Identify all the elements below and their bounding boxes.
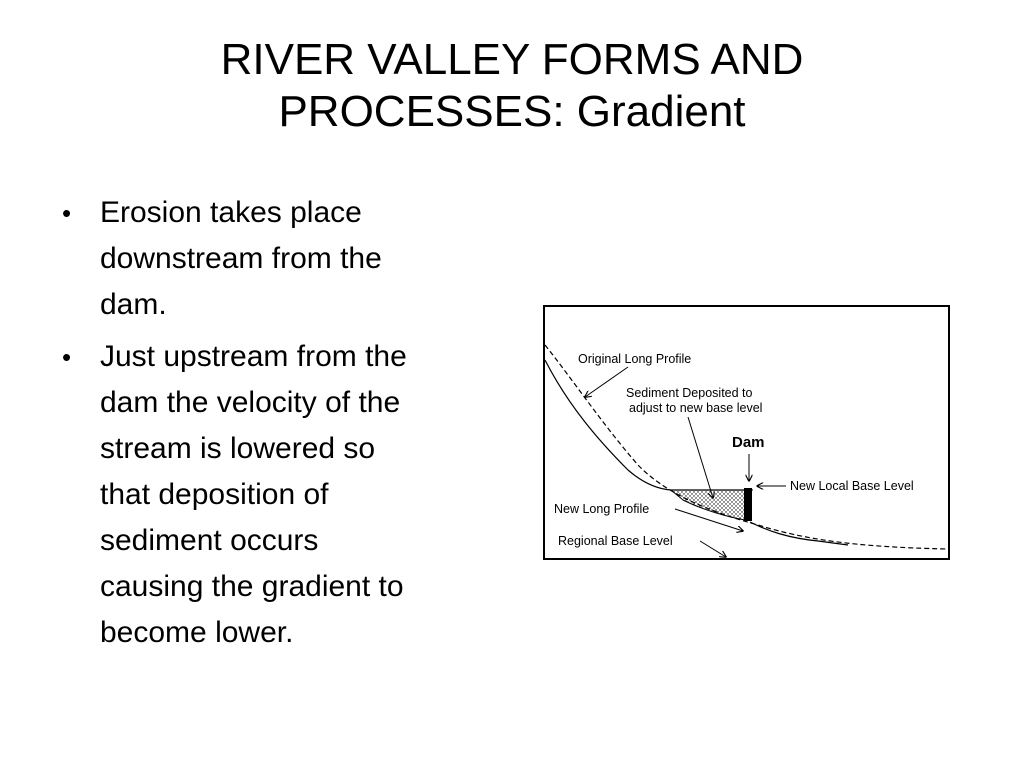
label-sediment-line-1: Sediment Deposited to bbox=[626, 386, 753, 400]
bullet-line: that deposition of bbox=[100, 478, 329, 511]
bullet-item bbox=[62, 190, 492, 328]
bullet-line: causing the gradient to bbox=[100, 570, 404, 603]
slide-title-line-1: RIVER VALLEY FORMS AND bbox=[220, 35, 804, 84]
diagram-svg bbox=[543, 305, 951, 561]
bullet-line: sediment occurs bbox=[100, 524, 319, 557]
bullet-text bbox=[100, 334, 492, 656]
slide-title bbox=[80, 34, 944, 138]
label-new-local-base-level: New Local Base Level bbox=[790, 479, 914, 493]
slide-title-line-2: PROCESSES: Gradient bbox=[278, 87, 746, 136]
bullet-line: Just upstream from the bbox=[100, 340, 407, 373]
bullet-line: downstream from the bbox=[100, 242, 382, 275]
bullet-line: dam the velocity of the bbox=[100, 386, 401, 419]
bullet-line: dam. bbox=[100, 288, 167, 321]
label-new-long-profile: New Long Profile bbox=[554, 502, 650, 516]
bullet-dot-icon: • bbox=[62, 198, 72, 228]
dam-block bbox=[744, 488, 752, 521]
bullet-line: Erosion takes place bbox=[100, 196, 362, 229]
bullet-text bbox=[100, 190, 492, 328]
diagram-frame bbox=[544, 306, 949, 559]
bullet-line: stream is lowered so bbox=[100, 432, 376, 465]
bullet-line: become lower. bbox=[100, 616, 294, 649]
label-regional-base-level: Regional Base Level bbox=[558, 534, 673, 548]
bullet-item bbox=[62, 334, 492, 656]
label-dam: Dam bbox=[732, 434, 765, 451]
bullet-dot-icon: • bbox=[62, 342, 72, 372]
bullet-list bbox=[62, 190, 492, 662]
label-sediment-line-2: adjust to new base level bbox=[629, 401, 763, 415]
label-original-long-profile: Original Long Profile bbox=[578, 352, 692, 366]
river-profile-diagram bbox=[543, 305, 951, 561]
